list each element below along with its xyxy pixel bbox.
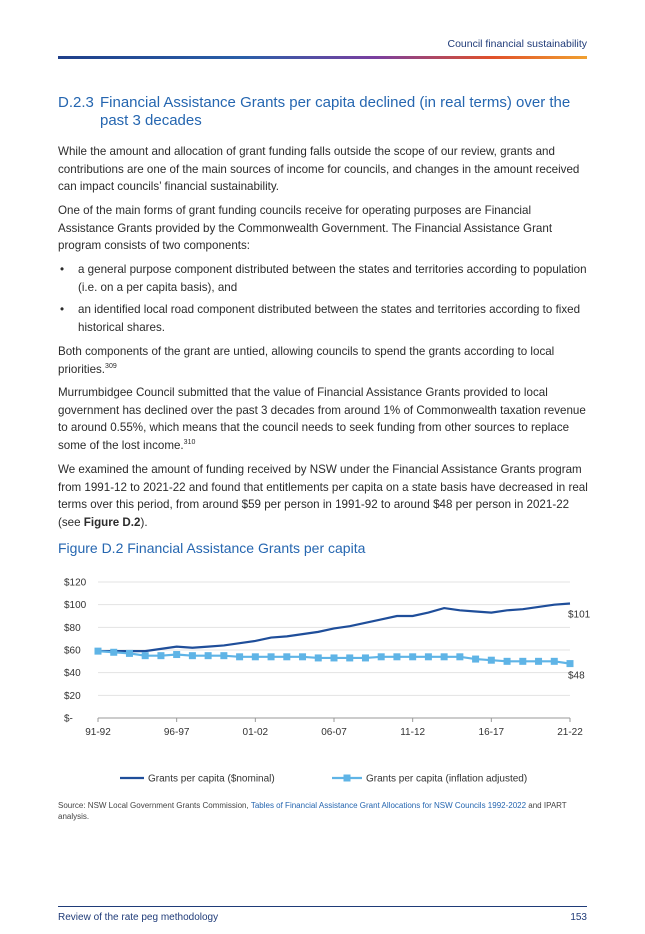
bullet-item xyxy=(58,301,588,336)
data-point xyxy=(205,652,212,659)
data-point xyxy=(236,653,243,660)
source-text: and IPART analysis. xyxy=(58,801,567,821)
data-point xyxy=(142,652,149,659)
legend-label-nominal: Grants per capita ($nominal) xyxy=(148,773,275,785)
running-header: Council financial sustainability xyxy=(447,38,587,50)
paragraph xyxy=(58,143,588,196)
y-tick-label: $- xyxy=(64,713,73,725)
x-tick-label: 96-97 xyxy=(163,727,190,738)
end-label-inflation-adjusted: $48 xyxy=(568,670,585,682)
x-tick-label: 21-22 xyxy=(557,727,583,738)
footer-title: Review of the rate peg methodology xyxy=(58,912,219,923)
source-text: Source: NSW Local Government Grants Commission, xyxy=(58,801,251,810)
data-point xyxy=(425,653,432,660)
paragraph-text: While the amount and allocation of grant funding falls outside the scope of our review, grants and contributions are one of the main sources of income for councils, and changes in the amount received can impact councils’ financial sustainability. xyxy=(58,145,580,194)
page-number: 153 xyxy=(570,912,587,923)
paragraph xyxy=(58,343,588,378)
header-rule xyxy=(58,56,587,59)
footnote-ref[interactable]: 309 xyxy=(105,362,117,370)
data-point xyxy=(504,658,511,665)
data-point xyxy=(126,650,133,657)
y-tick-label: $60 xyxy=(64,645,81,657)
footer-rule xyxy=(58,906,587,907)
end-label-nominal: $101 xyxy=(568,609,591,621)
data-point xyxy=(110,649,117,656)
data-point xyxy=(567,660,574,667)
bullet-icon: • xyxy=(60,303,65,316)
source-link[interactable]: Tables of Financial Assistance Grant Allocations for NSW Councils 1992-2022 xyxy=(250,801,527,810)
data-point xyxy=(551,658,558,665)
figure-reference: Figure D.2 xyxy=(83,515,141,529)
y-tick-label: $80 xyxy=(64,622,81,634)
paragraph-text: One of the main forms of grant funding councils receive for operating purposes are Financial Assistance Grants provided by the Commonwealth Government. The Financial Assistance Grant program consists of two components: xyxy=(58,204,553,253)
paragraph xyxy=(58,202,588,255)
data-point xyxy=(519,658,526,665)
legend-marker xyxy=(344,775,351,782)
data-point xyxy=(472,656,479,663)
data-point xyxy=(220,652,227,659)
section-number: D.2.3 xyxy=(58,94,94,111)
x-tick-label: 91-92 xyxy=(85,727,111,738)
bullet-icon: • xyxy=(60,263,65,276)
data-point xyxy=(283,653,290,660)
paragraph xyxy=(58,384,588,454)
paragraph xyxy=(58,461,588,531)
bullet-text: an identified local road component distributed between the states and territories according to fixed historical shares. xyxy=(78,303,581,334)
data-point xyxy=(157,652,164,659)
section-heading xyxy=(58,94,598,130)
y-tick-label: $20 xyxy=(64,690,81,702)
footnote-ref[interactable]: 310 xyxy=(183,438,196,446)
data-point xyxy=(189,652,196,659)
line-chart xyxy=(40,570,610,792)
data-point xyxy=(252,653,259,660)
paragraph-text: Both components of the grant are untied, allowing councils to spend the grants according to local priorities. xyxy=(58,345,555,376)
data-point xyxy=(409,653,416,660)
figure-title: Figure D.2 Financial Assistance Grants per capita xyxy=(58,540,366,556)
bullet-text: a general purpose component distributed between the states and territories according to population (i.e. on a per capita basis), and xyxy=(78,263,587,294)
x-tick-label: 16-17 xyxy=(478,727,505,738)
y-tick-label: $40 xyxy=(64,668,81,680)
x-tick-label: 11-12 xyxy=(400,727,426,738)
y-tick-label: $120 xyxy=(64,577,87,589)
legend-label-inflation-adjusted: Grants per capita (inflation adjusted) xyxy=(366,773,528,785)
paragraph-text: Murrumbidgee Council submitted that the value of Financial Assistance Grants provided to local government has declined over the past 3 decades from around 1% of Commonwealth taxation revenue to around 0.55%, which means that the council needs to seek funding from other sources to replace some of the lost income. xyxy=(58,386,586,452)
data-point xyxy=(488,657,495,664)
data-point xyxy=(315,654,322,661)
data-point xyxy=(441,653,448,660)
y-tick-label: $100 xyxy=(64,600,87,612)
data-point xyxy=(393,653,400,660)
data-point xyxy=(346,654,353,661)
source-note xyxy=(58,800,588,822)
x-tick-label: 06-07 xyxy=(321,727,347,738)
data-point xyxy=(362,654,369,661)
data-point xyxy=(95,648,102,655)
x-tick-label: 01-02 xyxy=(242,727,269,738)
data-point xyxy=(331,654,338,661)
data-point xyxy=(268,653,275,660)
data-point xyxy=(299,653,306,660)
bullet-item xyxy=(58,261,588,296)
paragraph-text: We examined the amount of funding received by NSW under the Financial Assistance Grants program from 1991-12 to 2021-22 and found that entitlements per capita on a state basis have decreased in real terms over this period, from around $59 per person in 1991-92 to around $48 per person in 2021-22 (see xyxy=(58,463,588,529)
paragraph-text: ). xyxy=(140,515,148,529)
data-point xyxy=(378,653,385,660)
section-title: Financial Assistance Grants per capita declined (in real terms) over the past 3 decades xyxy=(100,94,571,129)
data-point xyxy=(173,651,180,658)
data-point xyxy=(456,653,463,660)
data-point xyxy=(535,658,542,665)
